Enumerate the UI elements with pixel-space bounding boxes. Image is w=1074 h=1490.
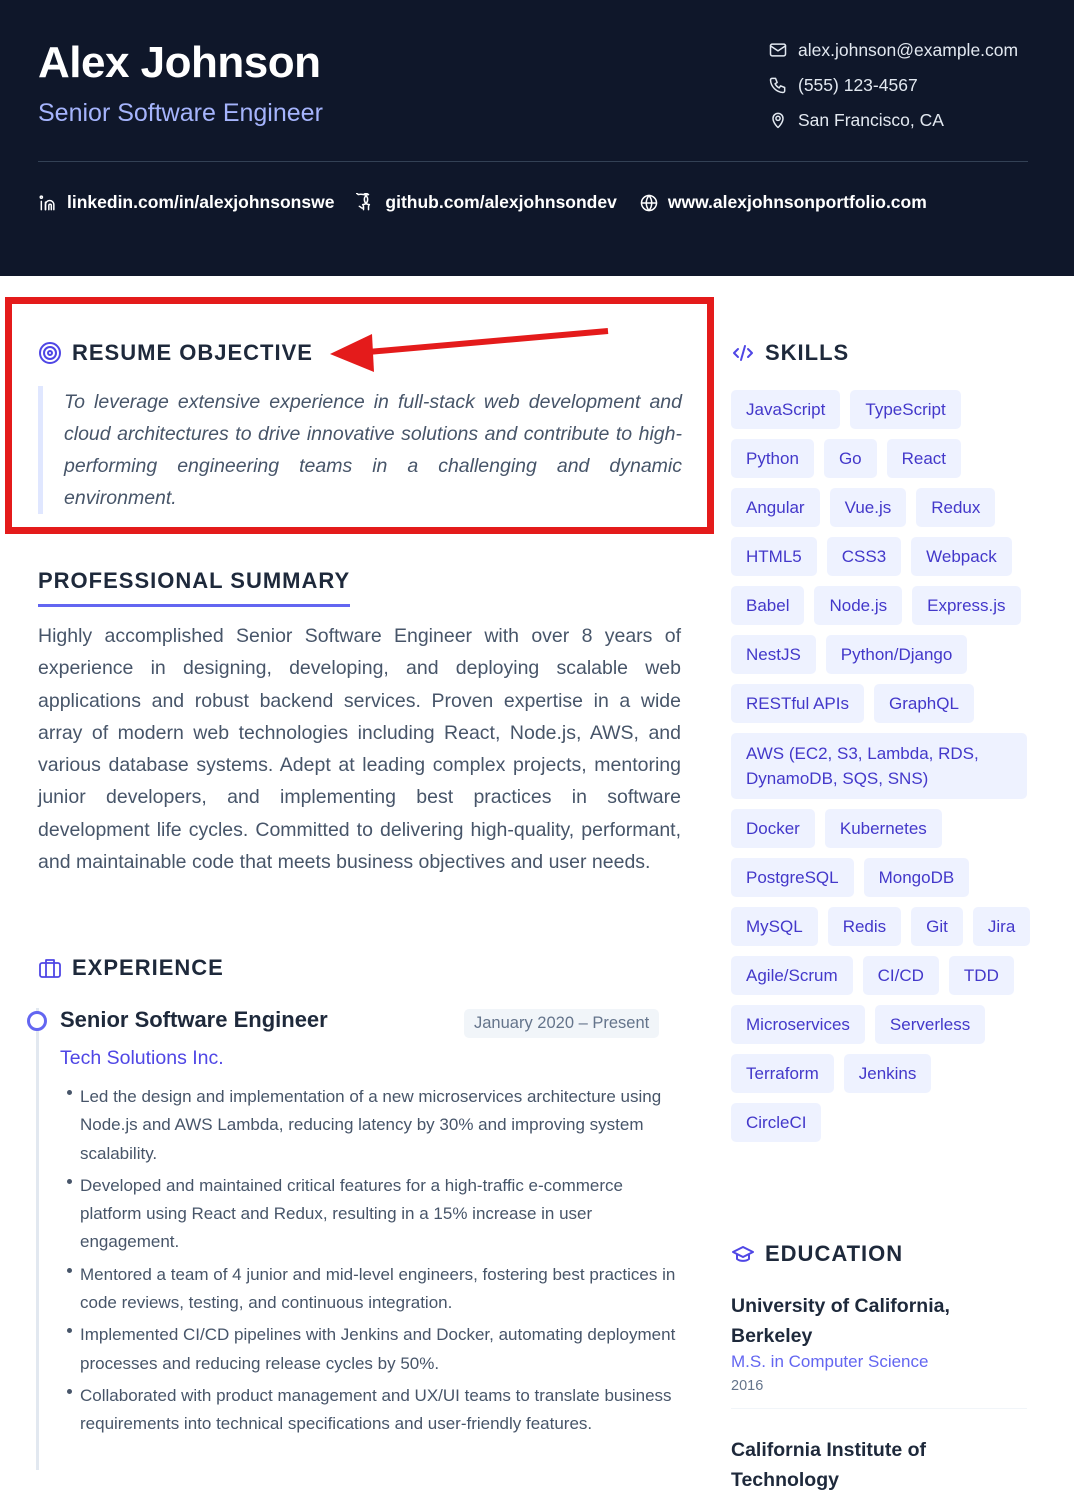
phone-icon [768, 75, 788, 95]
github-link-text: github.com/alexjohnsondev [385, 192, 617, 212]
skill-tag: NestJS [731, 635, 816, 674]
contact-phone[interactable] [768, 73, 1018, 97]
graduation-cap-icon [731, 1242, 755, 1266]
achievement-item: Implemented CI/CD pipelines with Jenkins and Docker, automating deployment processes and reducing release cycles by 50%. [64, 1321, 684, 1378]
mail-icon [768, 40, 788, 60]
job-date-badge: January 2020 – Present [464, 1009, 659, 1038]
skill-tag: Webpack [911, 537, 1012, 576]
timeline-line [36, 1008, 39, 1470]
header-divider [38, 161, 1028, 162]
skill-tag: Go [824, 439, 877, 478]
skill-tag: Serverless [875, 1005, 985, 1044]
skill-tag: TDD [949, 956, 1014, 995]
briefcase-icon [38, 956, 62, 980]
skill-tag: JavaScript [731, 390, 840, 429]
candidate-role: Senior Software Engineer [38, 99, 323, 127]
skill-tag: Python [731, 439, 814, 478]
skill-tag: Redux [916, 488, 995, 527]
education-heading [731, 1241, 903, 1267]
linkedin-icon [38, 193, 58, 213]
achievement-item: Mentored a team of 4 junior and mid-level engineers, fostering best practices in code reviews, testing, and continuous integration. [64, 1261, 684, 1318]
candidate-name: Alex Johnson [38, 38, 321, 87]
linkedin-link[interactable] [38, 192, 334, 213]
school-name: University of California, Berkeley [731, 1295, 950, 1347]
contact-email-text: alex.johnson@example.com [798, 39, 1019, 60]
skills-tag-list [731, 390, 1031, 1142]
skill-tag: Microservices [731, 1005, 865, 1044]
degree: M.S. in Computer Science [731, 1352, 929, 1371]
skill-tag: Redis [828, 907, 901, 946]
skill-tag: Angular [731, 488, 820, 527]
education-heading-text: EDUCATION [765, 1241, 904, 1266]
skill-tag: Express.js [912, 586, 1020, 625]
annotation-arrow-icon [330, 325, 615, 375]
contact-location [768, 108, 1018, 132]
skill-tag: Docker [731, 809, 815, 848]
education-entry [731, 1435, 1027, 1490]
github-icon [356, 193, 376, 213]
achievement-item: Led the design and implementation of a new microservices architecture using Node.js and AWS Lambda, reducing latency by 30% and improving system scalability. [64, 1083, 684, 1168]
linkedin-link-text: linkedin.com/in/alexjohnsonswe [67, 192, 335, 212]
achievement-item: Developed and maintained critical features for a high-traffic e-commerce platform using React and Redux, resulting in a 15% increase in user engagement. [64, 1172, 684, 1257]
skill-tag: CI/CD [863, 956, 939, 995]
job-achievements [64, 1083, 684, 1443]
skills-heading [731, 340, 849, 366]
skill-tag: Babel [731, 586, 804, 625]
achievement-item: Collaborated with product management and UX/UI teams to translate business requirements into technical specifications and user-friendly features. [64, 1382, 684, 1439]
job-company: Tech Solutions Inc. [60, 1047, 224, 1069]
experience-heading-text: EXPERIENCE [72, 955, 224, 980]
contact-location-text: San Francisco, CA [798, 109, 944, 130]
contact-phone-text: (555) 123-4567 [798, 74, 918, 95]
skill-tag: Agile/Scrum [731, 956, 853, 995]
skill-tag: PostgreSQL [731, 858, 854, 897]
skill-tag: MongoDB [864, 858, 970, 897]
summary-heading: PROFESSIONAL SUMMARY [38, 568, 350, 607]
portfolio-link-text: www.alexjohnsonportfolio.com [667, 192, 927, 212]
github-link[interactable] [356, 192, 616, 213]
skill-tag: Git [911, 907, 963, 946]
contact-email[interactable] [768, 38, 1018, 62]
skill-tag: CSS3 [827, 537, 901, 576]
skill-tag: RESTful APIs [731, 684, 864, 723]
skill-tag: Node.js [814, 586, 902, 625]
graduation-year: 2016 [731, 1378, 764, 1394]
target-icon [38, 341, 62, 365]
skill-tag: Vue.js [830, 488, 907, 527]
skill-tag: Jenkins [844, 1054, 932, 1093]
skills-heading-text: SKILLS [765, 340, 850, 365]
skill-tag: Kubernetes [825, 809, 942, 848]
summary-text: Highly accomplished Senior Software Engineer with over 8 years of experience in designing, developing, and deploying scalable web applications and robust backend services. Proven expertise in a wide array of modern web technologies including React, Node.js, AWS, and various database systems. Adept at leading complex projects, mentoring junior developers, and implementing best practices in software development life cycles. Committed to delivering high-quality, performant, and maintainable code that meets business objectives and user needs. [38, 625, 681, 874]
objective-heading-text: RESUME OBJECTIVE [72, 340, 313, 365]
skill-tag: GraphQL [874, 684, 974, 723]
skill-tag: React [887, 439, 961, 478]
portfolio-link[interactable] [639, 192, 927, 213]
skill-tag: Jira [973, 907, 1030, 946]
skill-tag: MySQL [731, 907, 818, 946]
map-pin-icon [768, 110, 788, 130]
contact-list [768, 38, 1018, 143]
skill-tag: AWS (EC2, S3, Lambda, RDS, DynamoDB, SQS, SNS) [731, 733, 1027, 799]
objective-text: To leverage extensive experience in full-stack web development and cloud architectures to drive innovative solutions and contribute to high-performing engineering teams in a challenging and dynamic environment. [38, 386, 682, 514]
job-title: Senior Software Engineer [60, 1007, 328, 1032]
resume-header [0, 0, 1074, 276]
school-name: California Institute of Technology [731, 1439, 926, 1490]
experience-heading [38, 955, 224, 981]
globe-icon [639, 193, 659, 213]
social-links [38, 192, 949, 213]
objective-heading [38, 340, 313, 366]
skill-tag: TypeScript [850, 390, 960, 429]
timeline-dot-icon [27, 1011, 47, 1031]
education-entry [731, 1291, 1027, 1409]
skill-tag: HTML5 [731, 537, 817, 576]
skill-tag: Terraform [731, 1054, 834, 1093]
skill-tag: Python/Django [826, 635, 968, 674]
code-icon [731, 341, 755, 365]
skill-tag: CircleCI [731, 1103, 821, 1142]
